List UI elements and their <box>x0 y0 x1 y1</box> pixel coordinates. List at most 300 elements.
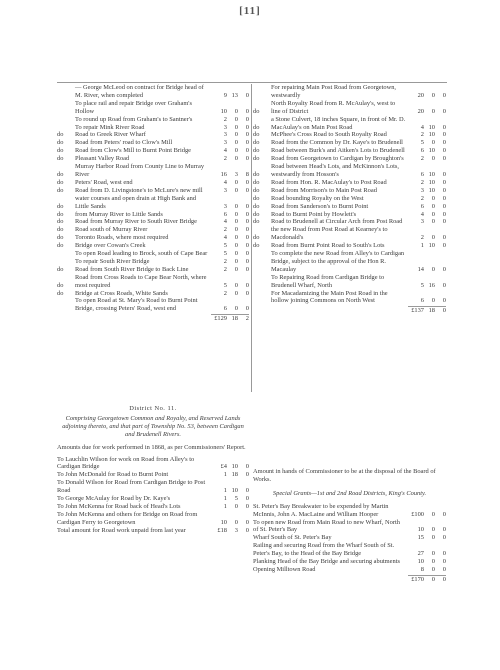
amount-pounds: 10 <box>220 518 227 526</box>
amount-shillings: 0 <box>234 281 238 289</box>
ledger-row <box>57 250 249 258</box>
ledger-row <box>253 242 446 250</box>
district-subheading: Comprising Georgetown Common and Royalty, and Reserved Lands adjoining thereto, and that part of Township No. 53, between Cardigan and Brudenell Rivers. <box>62 414 244 438</box>
amount-pounds: 4 <box>223 147 227 155</box>
amount-pounds: 1 <box>223 471 227 479</box>
amount-shillings: 0 <box>234 115 238 123</box>
amount-pence: 0 <box>442 242 446 250</box>
ledger-description: Murray Harbor Road from County Line to Murray River <box>75 163 205 178</box>
amount-pence: 0 <box>442 139 446 147</box>
amount-pounds: 10 <box>417 558 424 566</box>
amount-pounds: 3 <box>223 123 227 131</box>
ledger-amount <box>211 116 249 124</box>
right-bottom-intro: Amount in hands of Commissioner to be at the disposal of the Board of Works. <box>253 468 436 483</box>
amount-shillings: 0 <box>234 218 238 226</box>
ditto-mark: do <box>57 242 64 250</box>
amount-pounds: 6 <box>223 305 227 313</box>
amount-shillings: 0 <box>431 155 435 163</box>
amount-pence: 8 <box>245 170 249 178</box>
amount-shillings: 10 <box>428 147 435 155</box>
ledger-row <box>253 84 446 100</box>
ledger-amount <box>211 211 249 219</box>
amount-pounds: 5 <box>223 242 227 250</box>
ledger-description: Wharf South of St. Peter's Bay <box>253 534 332 542</box>
ledger-row <box>57 266 249 274</box>
amount-pence: 0 <box>245 495 249 503</box>
amount-pounds: 5 <box>223 250 227 258</box>
ditto-mark: do <box>57 178 64 186</box>
amount-shillings: 0 <box>431 210 435 218</box>
ledger-amount <box>408 558 446 566</box>
ledger-row <box>253 131 446 139</box>
amount-shillings: 16 <box>428 281 435 289</box>
amount-pounds: £137 <box>411 307 424 315</box>
amount-pounds: 6 <box>420 170 424 178</box>
ditto-mark: do <box>57 131 64 139</box>
amount-pounds: 4 <box>223 178 227 186</box>
amount-pence: 0 <box>442 123 446 131</box>
ledger-row <box>57 234 249 242</box>
ledger-description: To open Road leading to Brock, south of Cape Bear <box>75 250 208 258</box>
amount-shillings: 10 <box>231 487 238 495</box>
amount-pence: 0 <box>245 155 249 163</box>
ledger-amount <box>211 487 249 495</box>
ditto-mark: do <box>57 218 64 226</box>
amount-shillings: 0 <box>431 510 435 518</box>
ledger-description: Road to Greek River Wharf <box>75 131 146 139</box>
ledger-amount <box>211 147 249 155</box>
ledger-row <box>253 203 446 211</box>
column-total <box>253 306 446 315</box>
amount-pounds: 4 <box>420 123 424 131</box>
ledger-description: To George McAulay for Road by Dr. Kaye's <box>57 495 171 503</box>
amount-pence: 0 <box>245 107 249 115</box>
ledger-amount <box>211 226 249 234</box>
ledger-description: To Lauchlin Wilson for work on Road from Alley's to Cardigan Bridge <box>57 455 195 471</box>
ledger-amount <box>408 108 446 116</box>
ledger-description: Toronto Roads, where most required <box>75 234 169 242</box>
amount-pence: 0 <box>245 147 249 155</box>
ledger-description: To place rail and repair Bridge over Graham's Hollow <box>75 99 192 115</box>
amount-pounds: 2 <box>420 194 424 202</box>
ledger-description: St. Peter's Bay Breakwater to be expended by Martin McInnis, John A. MacLaine and William Hooper <box>253 502 389 518</box>
amount-pence: 0 <box>442 575 446 583</box>
ledger-amount <box>211 242 249 250</box>
amount-pence: 0 <box>245 186 249 194</box>
ledger-description: Road from South River Bridge to Back Line <box>75 265 189 273</box>
amount-shillings: 0 <box>431 534 435 542</box>
ledger-amount <box>408 171 446 179</box>
amount-pounds: 2 <box>420 131 424 139</box>
ledger-amount <box>408 218 446 226</box>
amount-pence: 0 <box>442 194 446 202</box>
ledger-row <box>253 100 446 116</box>
amount-pence: 0 <box>245 518 249 526</box>
amount-pounds: 3 <box>223 202 227 210</box>
ledger-row <box>57 471 249 479</box>
ledger-description: To repair Mink River Road <box>75 123 145 131</box>
amount-pence: 0 <box>442 550 446 558</box>
ledger-amount <box>408 282 446 290</box>
ledger-description: Road from Burnt Point Road to South's Lots <box>271 242 385 250</box>
ledger-amount <box>408 155 446 163</box>
amount-pence: 0 <box>442 202 446 210</box>
ledger-amount <box>408 203 446 211</box>
amount-pounds: 2 <box>223 265 227 273</box>
ledger-amount <box>408 195 446 203</box>
amount-shillings: 10 <box>428 242 435 250</box>
ledger-description: Road from Georgetown to Cardigan by Broughton's <box>271 155 404 163</box>
ditto-mark: do <box>253 155 260 163</box>
ledger-row <box>57 511 249 527</box>
total-row <box>57 315 249 323</box>
ledger-amount <box>408 550 446 558</box>
ledger-description: To open new Road from Main Road to new Wharf, North of St. Peter's Bay <box>253 518 400 534</box>
ledger-description: North Royalty Road from R. McAulay's, west to line of District <box>271 99 396 115</box>
amount-shillings: 0 <box>234 139 238 147</box>
amount-pence: 0 <box>245 305 249 313</box>
amount-shillings: 0 <box>234 186 238 194</box>
amount-pounds: 6 <box>223 210 227 218</box>
ledger-amount <box>211 471 249 479</box>
amount-shillings: 0 <box>431 194 435 202</box>
amount-shillings: 0 <box>431 218 435 226</box>
amount-pence: 0 <box>442 281 446 289</box>
amount-pounds: 2 <box>223 155 227 163</box>
amount-pence: 0 <box>245 471 249 479</box>
ledger-description: Opening Milltown Road <box>253 565 316 573</box>
ledger-description: water courses and open drain at High Bank and Little Sands <box>75 194 197 210</box>
ledger-description: To complete the new Road from Alley's to Cardigan Bridge, subject to the approval of the Hon R. Macaulay <box>271 250 405 273</box>
amount-pence: 0 <box>245 487 249 495</box>
left-column <box>57 84 249 323</box>
amount-pounds: 2 <box>223 226 227 234</box>
ditto-mark: do <box>57 186 64 194</box>
ledger-row <box>57 100 249 116</box>
ledger-row <box>253 163 446 179</box>
amount-pounds: 3 <box>420 218 424 226</box>
amount-pence: 0 <box>245 123 249 131</box>
ledger-description: McPhee's Cross Road to South Royalty Road <box>271 131 387 139</box>
amount-pounds: 15 <box>417 534 424 542</box>
amount-shillings: 5 <box>234 495 238 503</box>
ledger-row <box>253 250 446 274</box>
amount-shillings: 0 <box>431 575 435 583</box>
ledger-row <box>253 218 446 226</box>
amount-pence: 0 <box>245 234 249 242</box>
amount-shillings: 0 <box>234 234 238 242</box>
amount-shillings: 3 <box>234 526 238 534</box>
ledger-amount <box>211 171 249 179</box>
amount-pence: 0 <box>245 218 249 226</box>
amount-pence: 0 <box>442 210 446 218</box>
amount-pence: 0 <box>245 242 249 250</box>
ledger-row <box>57 258 249 266</box>
ledger-row <box>253 116 446 132</box>
ledger-row <box>57 84 249 100</box>
amount-shillings: 0 <box>234 147 238 155</box>
ditto-mark: do <box>57 265 64 273</box>
ledger-description: the new Road from Post Road at Kearney's to Macdonald's <box>271 226 388 242</box>
amount-pounds: 2 <box>223 257 227 265</box>
ditto-mark: do <box>253 242 260 250</box>
amount-pounds: 6 <box>420 202 424 210</box>
ledger-description: Road from Morrison's to Main Post Road <box>271 186 377 194</box>
ledger-description: For repairing Main Post Road from Georgetown, westwardly <box>271 84 397 99</box>
amount-shillings: 0 <box>234 242 238 250</box>
amount-pence: 0 <box>245 257 249 265</box>
ledger-description: Road from Peters' road to Clow's Mill <box>75 139 173 147</box>
amount-pounds: £100 <box>411 510 424 518</box>
amount-pounds: 1 <box>223 487 227 495</box>
amount-shillings: 0 <box>234 502 238 510</box>
ditto-mark: do <box>253 218 260 226</box>
amount-pounds: 3 <box>223 139 227 147</box>
amount-pence: 0 <box>245 289 249 297</box>
ledger-row <box>57 226 249 234</box>
ledger-amount <box>211 92 249 100</box>
ditto-mark: do <box>253 147 260 155</box>
amount-pounds: 10 <box>417 526 424 534</box>
right-bottom-list <box>253 503 446 584</box>
amount-shillings: 18 <box>231 471 238 479</box>
ledger-row <box>57 116 249 124</box>
amount-pounds: 1 <box>420 242 424 250</box>
ledger-description: Peters' Road, west end <box>75 178 133 186</box>
ledger-description: Total amount for Road work unpaid from last year <box>57 526 186 534</box>
amount-pounds: 4 <box>420 210 424 218</box>
ledger-amount <box>211 131 249 139</box>
ledger-row <box>253 211 446 219</box>
amount-pence: 0 <box>442 91 446 99</box>
ledger-amount <box>211 250 249 258</box>
amount-pence: 0 <box>442 155 446 163</box>
ledger-amount <box>408 297 446 305</box>
ledger-amount <box>408 266 446 274</box>
ledger-amount <box>211 203 249 211</box>
amount-shillings: 0 <box>431 550 435 558</box>
ledger-row <box>57 147 249 155</box>
ditto-mark: do <box>57 202 64 210</box>
ledger-amount <box>211 463 249 471</box>
ledger-row <box>253 179 446 187</box>
ledger-amount <box>408 147 446 155</box>
ledger-amount <box>408 242 446 250</box>
amount-shillings: 0 <box>431 558 435 566</box>
amount-pence: 0 <box>245 131 249 139</box>
ditto-mark: do <box>57 234 64 242</box>
ledger-amount <box>408 526 446 534</box>
ledger-row <box>253 558 446 566</box>
ledger-description: a Stone Culvert, 18 inches Square, in front of Mr. D. MacAulay's on Main Post Road <box>271 115 406 131</box>
ledger-description: To John McDonald for Road to Burnt Point <box>57 471 169 479</box>
ledger-row <box>57 163 249 179</box>
amount-shillings: 0 <box>431 297 435 305</box>
ledger-row <box>253 187 446 195</box>
ledger-row <box>253 195 446 203</box>
amount-shillings: 0 <box>431 234 435 242</box>
amount-pounds: £129 <box>214 315 227 323</box>
ledger-amount <box>408 124 446 132</box>
ledger-description: Road from Murray River to South River Bridge <box>75 218 197 226</box>
ditto-mark: do <box>57 155 64 163</box>
ledger-amount <box>408 534 446 542</box>
amount-pounds: £170 <box>411 575 424 583</box>
ledger-description: Bridge at Cross Roads, White Sands <box>75 289 168 297</box>
ledger-row <box>57 527 249 535</box>
total-row <box>253 576 446 584</box>
ledger-row <box>253 139 446 147</box>
ledger-row <box>253 503 446 519</box>
amount-pence: 0 <box>442 307 446 315</box>
amount-shillings: 0 <box>234 250 238 258</box>
amount-pence: 0 <box>442 170 446 178</box>
ledger-amount <box>211 495 249 503</box>
ditto-mark: do <box>57 281 64 289</box>
ledger-description: To repair South River Bridge <box>75 257 150 265</box>
ditto-mark: do <box>253 210 260 218</box>
amount-shillings: 0 <box>431 91 435 99</box>
ledger-description: Railing and securing Road from the Wharf South of St. Peter's Bay, to the Head of the Bay Bridge <box>253 542 395 558</box>
ledger-description: Road from Cross Roads to Cape Bear North, where most required <box>75 273 207 289</box>
amount-pence: 0 <box>245 265 249 273</box>
amount-pounds: £4 <box>220 463 227 471</box>
amount-pounds: 9 <box>223 91 227 99</box>
amount-shillings: 0 <box>431 265 435 273</box>
ledger-amount <box>408 131 446 139</box>
ledger-row <box>253 147 446 155</box>
amount-shillings: 0 <box>234 210 238 218</box>
total-amount <box>408 307 446 315</box>
amount-pence: 0 <box>245 202 249 210</box>
amount-shillings: 10 <box>428 186 435 194</box>
amount-pence: 0 <box>245 115 249 123</box>
ledger-amount <box>408 92 446 100</box>
amount-pounds: 2 <box>420 234 424 242</box>
amount-shillings: 0 <box>234 131 238 139</box>
ledger-row <box>57 503 249 511</box>
amount-pence: 0 <box>245 91 249 99</box>
ditto-mark: do <box>253 194 260 202</box>
amount-shillings: 0 <box>234 123 238 131</box>
ledger-amount <box>408 234 446 242</box>
amount-pence: 0 <box>442 147 446 155</box>
amount-shillings: 10 <box>428 178 435 186</box>
page-number: [11] <box>239 5 261 17</box>
ledger-amount <box>211 155 249 163</box>
ledger-row <box>253 519 446 535</box>
amount-shillings: 0 <box>234 518 238 526</box>
ledger-row <box>57 290 249 298</box>
amount-pence: 0 <box>245 178 249 186</box>
ledger-amount <box>211 108 249 116</box>
amount-shillings: 0 <box>234 155 238 163</box>
amount-pounds: 4 <box>223 234 227 242</box>
ledger-amount <box>211 124 249 132</box>
ditto-mark: do <box>253 234 260 242</box>
total-amount <box>408 576 446 584</box>
amount-pounds: 4 <box>223 218 227 226</box>
ledger-amount <box>408 139 446 147</box>
ditto-mark: do <box>253 202 260 210</box>
amount-shillings: 0 <box>234 265 238 273</box>
amount-pounds: 8 <box>420 565 424 573</box>
ledger-description: To Repairing Road from Cardigan Bridge to Brudenell Wharf, North <box>271 273 385 289</box>
ledger-row <box>253 290 446 306</box>
ledger-row <box>57 195 249 211</box>
amount-shillings: 0 <box>234 202 238 210</box>
amount-pence: 0 <box>442 186 446 194</box>
ledger-row <box>57 495 249 503</box>
amount-pence: 0 <box>245 463 249 471</box>
amount-pence: 0 <box>442 558 446 566</box>
ledger-amount <box>408 211 446 219</box>
ditto-mark: do <box>57 170 64 178</box>
special-grants-heading: Special Grants—1st and 2nd Road Districts, King's County. <box>272 489 427 497</box>
ledger-row <box>57 131 249 139</box>
ledger-description: To open Road at St. Mary's Road to Burnt Point Bridge, crossing Peters' Road, west end <box>75 297 198 313</box>
amount-pence: 0 <box>442 107 446 115</box>
ledger-row <box>57 456 249 472</box>
ledger-description: Pleasant Valley Road <box>75 155 130 163</box>
amount-pounds: 20 <box>417 91 424 99</box>
amount-pence: 0 <box>442 234 446 242</box>
column-divider <box>251 84 252 392</box>
amount-shillings: 10 <box>231 463 238 471</box>
ledger-description: To Donald Wilson for Road from Cardigan Bridge to Post Road <box>57 479 206 495</box>
amount-pence: 0 <box>245 250 249 258</box>
amount-shillings: 0 <box>234 305 238 313</box>
amount-pence: 0 <box>245 210 249 218</box>
amount-pence: 0 <box>442 565 446 573</box>
ledger-amount <box>211 282 249 290</box>
amount-pounds: 5 <box>420 139 424 147</box>
ledger-amount <box>211 305 249 313</box>
ledger-row <box>57 139 249 147</box>
ledger-description: To John McKenna for Road back of Head's Lots <box>57 502 181 510</box>
right-column <box>253 84 446 315</box>
ledger-amount <box>211 519 249 527</box>
left-bottom-list <box>57 456 249 535</box>
ledger-description: Planking Head of the Bay Bridge and securing abutments <box>253 558 400 566</box>
ledger-amount <box>408 179 446 187</box>
amount-pounds: 3 <box>223 186 227 194</box>
amount-shillings: 13 <box>231 91 238 99</box>
amount-shillings: 0 <box>431 526 435 534</box>
amount-pounds: 3 <box>420 186 424 194</box>
ditto-mark: do <box>57 289 64 297</box>
ledger-amount <box>211 258 249 266</box>
ledger-row <box>57 479 249 495</box>
ledger-amount <box>408 566 446 574</box>
ledger-row <box>57 274 249 290</box>
ledger-row <box>253 155 446 163</box>
ditto-mark: do <box>253 131 260 139</box>
ledger-row <box>253 226 446 242</box>
ledger-amount <box>211 139 249 147</box>
amount-pence: 0 <box>442 218 446 226</box>
amount-shillings: 0 <box>234 226 238 234</box>
ledger-description: To John McKenna and others for Bridge on Road from Cardigan Ferry to Georgetown <box>57 510 198 526</box>
ditto-mark: do <box>57 210 64 218</box>
amount-pounds: 16 <box>220 170 227 178</box>
ditto-mark: do <box>253 178 260 186</box>
ledger-amount <box>211 187 249 195</box>
ledger-amount <box>211 266 249 274</box>
ledger-row <box>57 218 249 226</box>
ledger-row <box>253 534 446 542</box>
ledger-description: Bridge over Cowan's Creek <box>75 242 146 250</box>
